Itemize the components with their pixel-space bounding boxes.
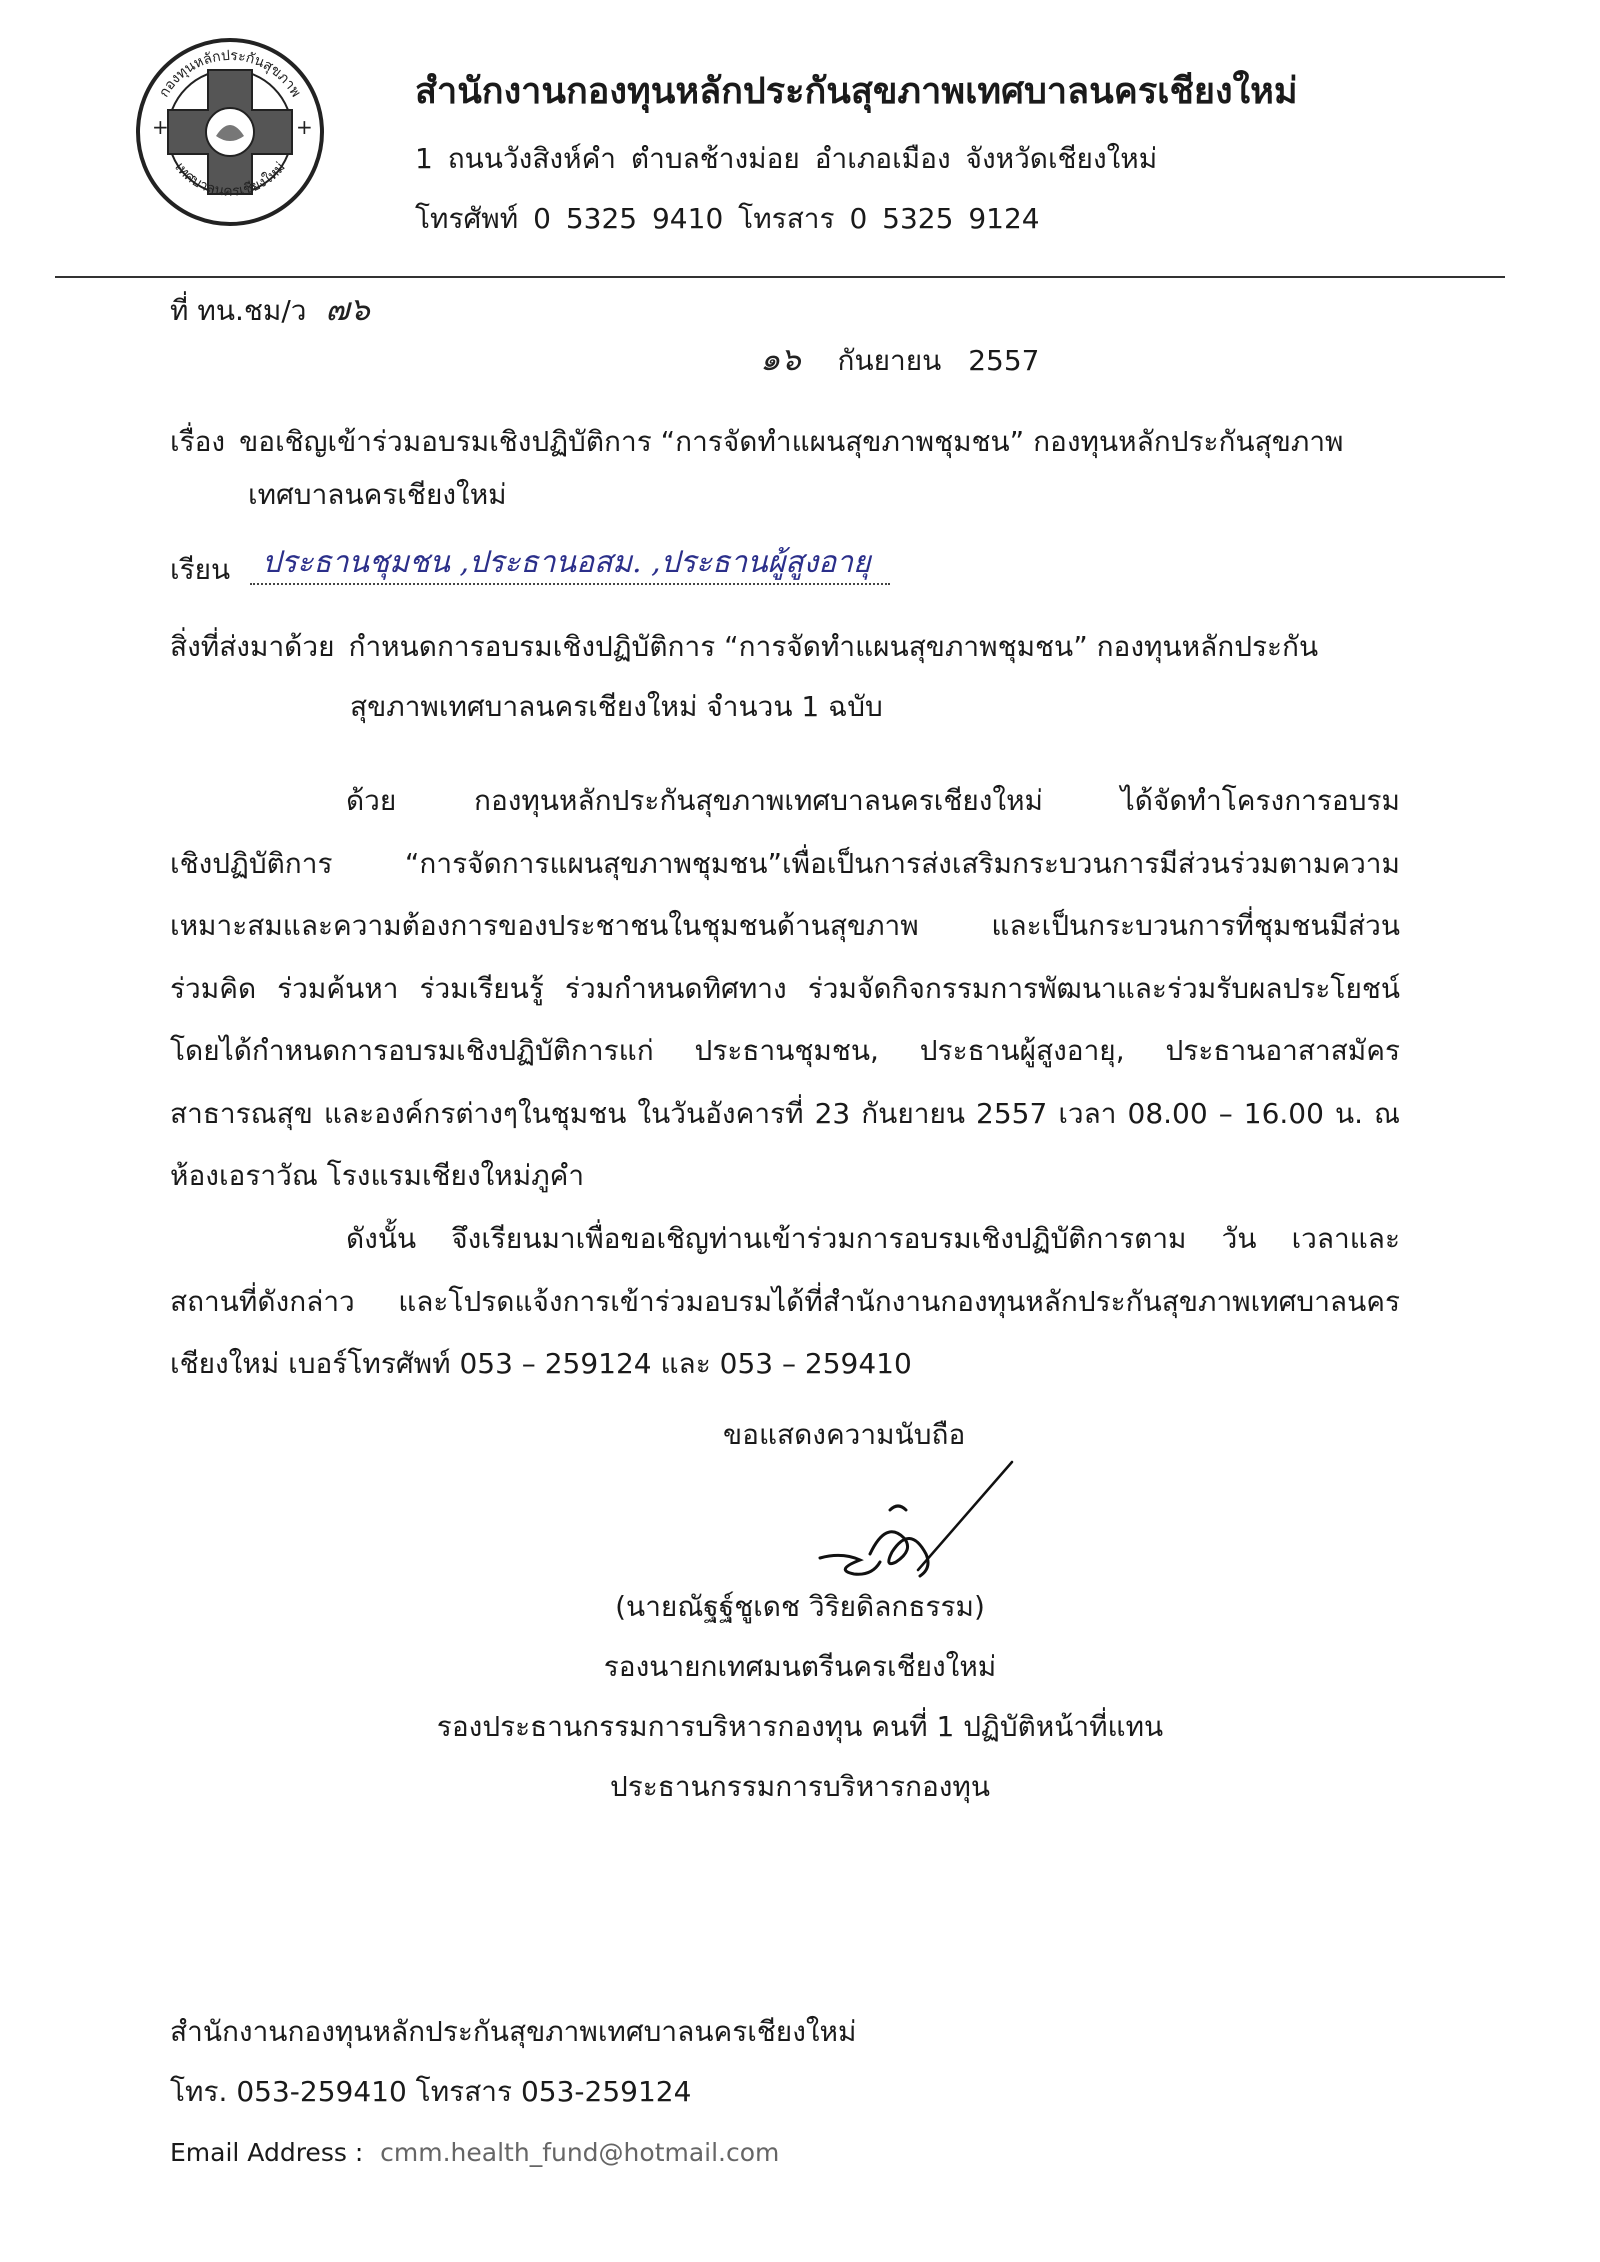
reference-number [170,290,370,328]
footer-email[interactable]: cmm.health_fund@hotmail.com [380,2138,780,2167]
signatory-name: (นายณัฐฐ์ชูเดช วิริยดิลกธรรม) [615,1590,985,1623]
logo-text-bottom: เทศบาลนครเชียงใหม่ [171,159,289,200]
subject-line-2: เทศบาลนครเชียงใหม่ [248,478,507,511]
body-paragraph-2 [170,1208,1400,1396]
paragraph-2-line: เชียงใหม่ เบอร์โทรศัพท์ 053 – 259124 และ 053 – 259410 [170,1347,912,1380]
enclosure-line-2: สุขภาพเทศบาลนครเชียงใหม่ จำนวน 1 ฉบับ [350,690,883,723]
enclosure-text-1: กำหนดการอบรมเชิงปฏิบัติการ “การจัดทำแผนสุขภาพชุมชน” กองทุนหลักประกัน [348,630,1319,663]
reference-label: ที่ ทน.ชม/ว [170,294,307,327]
subject-line-1 [170,425,1344,459]
paragraph-2-line: สถานที่ดังกล่าว และโปรดแจ้งการเข้าร่วมอบรมได้ที่สำนักงานกองทุนหลักประกันสุขภาพเทศบาลนคร [170,1284,1400,1318]
handwritten-signature [800,1450,1040,1590]
date-day-handwritten: ๑๖ [760,340,801,378]
paragraph-1-line: ด้วย กองทุนหลักประกันสุขภาพเทศบาลนครเชียงใหม่ ได้จัดทำโครงการอบรม [346,784,1400,817]
subject-label: เรื่อง [170,425,226,458]
paragraph-2-line: ดังนั้น จึงเรียนมาเพื่อขอเชิญท่านเข้าร่วมการอบรมเชิงปฏิบัติการตาม วัน เวลาและ [346,1222,1400,1255]
reference-handwritten-number: ๗๖ [325,290,370,328]
paragraph-1-line: ห้องเอราวัณ โรงแรมเชียงใหม่ภูคำ [170,1159,585,1192]
signatory-position-2: รองประธานกรรมการบริหารกองทุน คนที่ 1 ปฏิบัติหน้าที่แทน [436,1710,1164,1743]
signatory-position-1: รองนายกเทศมนตรีนครเชียงใหม่ [603,1650,997,1683]
office-phone: โทรศัพท์ 0 5325 9410 โทรสาร 0 5325 9124 [415,202,1040,235]
svg-text:+: + [296,115,313,139]
addressee-label: เรียน [170,553,231,586]
paragraph-1-line: โดยได้กำหนดการอบรมเชิงปฏิบัติการแก่ ประธานชุมชน, ประธานผู้สูงอายุ, ประธานอาสาสมัคร [170,1034,1400,1067]
subject-text-1: ขอเชิญเข้าร่วมอบรมเชิงปฏิบัติการ “การจัดทำแผนสุขภาพชุมชน” กองทุนหลักประกันสุขภาพ [239,425,1344,458]
body-paragraph-1 [170,770,1400,1208]
footer-phone: โทร. 053-259410 โทรสาร 053-259124 [170,2075,692,2108]
paragraph-1-line: เหมาะสมและความต้องการของประชาชนในชุมชนด้านสุขภาพ และเป็นกระบวนการที่ชุมชนมีส่วน [170,909,1400,942]
letter-date [760,340,1039,378]
footer-email-label: Email Address : [170,2138,364,2167]
addressee-handwritten: ประธานชุมชน ,ประธานอสม. ,ประธานผู้สูงอายุ [262,545,871,580]
office-address: 1 ถนนวังสิงห์คำ ตำบลช้างม่อย อำเภอเมือง จังหวัดเชียงใหม่ [415,142,1158,175]
enclosure-line-1 [170,630,1318,664]
header-divider [55,276,1505,278]
paragraph-1-line: เชิงปฏิบัติการ “การจัดการแผนสุขภาพชุมชน”เพื่อเป็นการส่งเสริมกระบวนการมีส่วนร่วมตามความ [170,846,1400,880]
enclosure-label: สิ่งที่ส่งมาด้วย [170,630,335,663]
svg-text:+: + [152,115,169,139]
logo-text-top: กองทุนหลักประกันสุขภาพ [156,47,304,101]
office-title: สำนักงานกองทุนหลักประกันสุขภาพเทศบาลนครเชียงใหม่ [415,71,1298,112]
closing-salutation: ขอแสดงความนับถือ [723,1418,966,1451]
footer-office: สำนักงานกองทุนหลักประกันสุขภาพเทศบาลนครเชียงใหม่ [170,2015,857,2048]
paragraph-1-line: สาธารณสุข และองค์กรต่างๆในชุมชน ในวันอังคารที่ 23 กันยายน 2557 เวลา 08.00 – 16.00 น. ณ [170,1096,1400,1130]
signatory-position-3: ประธานกรรมการบริหารกองทุน [609,1770,991,1803]
paragraph-1-line: ร่วมคิด ร่วมค้นหา ร่วมเรียนรู้ ร่วมกำหนดทิศทาง ร่วมจัดกิจกรรมการพัฒนาและร่วมรับผลประโยชน์ [170,971,1400,1005]
footer-email-row [170,2135,779,2169]
addressee-dotted-line [250,583,890,585]
fund-logo [130,32,330,232]
date-month-year: กันยายน 2557 [837,344,1040,377]
